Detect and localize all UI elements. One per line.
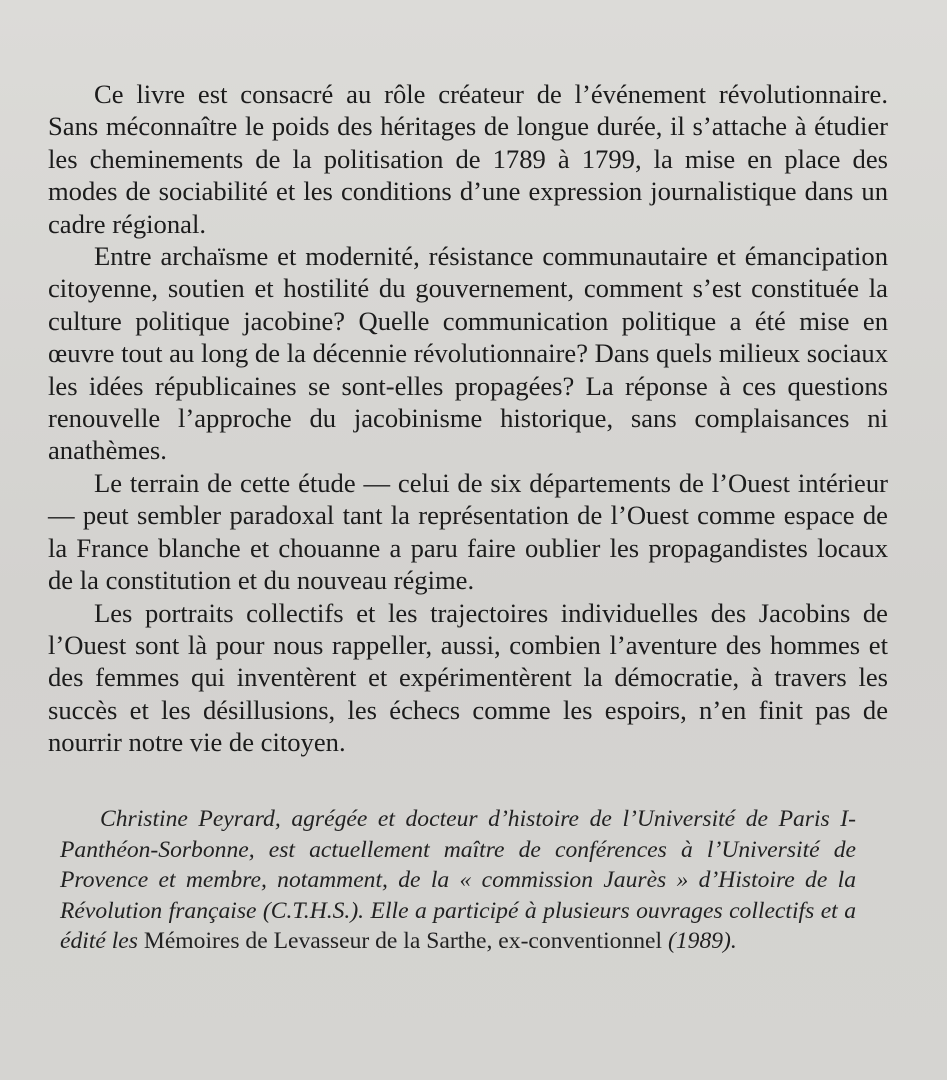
blurb-paragraph-1: Ce livre est consacré au rôle créateur de l’événement révolutionnaire. Sans méconnaître le poids des héritages de longue durée, il s’attache à étudier les cheminements de la politisation de 1789 à 1799, la mise en place des modes de sociabilité et les conditions d’une expression journalistique dans un cadre régional. xyxy=(48,79,888,239)
blurb-text xyxy=(48,78,888,759)
blurb-paragraph-4: Les portraits collectifs et les trajectoires individuelles des Jacobins de l’Ouest sont là pour nous rappeller, aussi, combien l’aventure des hommes et des femmes qui inventèrent et expérimentèrent la démocratie, à travers les succès et les désillusions, les échecs comme les espoirs, n’en finit pas de nourrir notre vie de citoyen. xyxy=(48,597,888,758)
author-bio-text: Christine Peyrard, agrégée et docteur d’histoire de l’Université de Paris I-Panthéon-Sorbonne, est actuellement maître de conférences à l’Université de Provence et membre, notamment, de la « commission Jaurès » d’Histoire de la Révolution française (C.T.H.S.). Elle a participé à plusieurs ouvrages collectifs et a édité les xyxy=(60,806,856,954)
author-bio-paragraph xyxy=(60,804,856,957)
edited-book-title: Mémoires de Levasseur de la Sarthe, ex-conventionnel xyxy=(143,928,663,954)
author-bio xyxy=(60,804,856,957)
blurb-paragraph-2: Entre archaïsme et modernité, résistance communautaire et émancipation citoyenne, soutien et hostilité du gouvernement, comment s’est constituée la culture politique jacobine? Quelle communication politique a été mise en œuvre tout au long de la décennie révolutionnaire? Dans quels milieux sociaux les idées républicaines se sont-elles propagées? La réponse à ces questions renouvelle l’approche du jacobinisme historique, sans complaisances ni anathèmes. xyxy=(48,241,888,466)
blurb-paragraph-3: Le terrain de cette étude — celui de six départements de l’Ouest intérieur — peut sembler paradoxal tant la représentation de l’Ouest comme espace de la France blanche et chouanne a paru faire oublier les propagandistes locaux de la constitution et du nouveau régime. xyxy=(48,467,888,596)
edited-book-year: (1989). xyxy=(662,928,737,954)
